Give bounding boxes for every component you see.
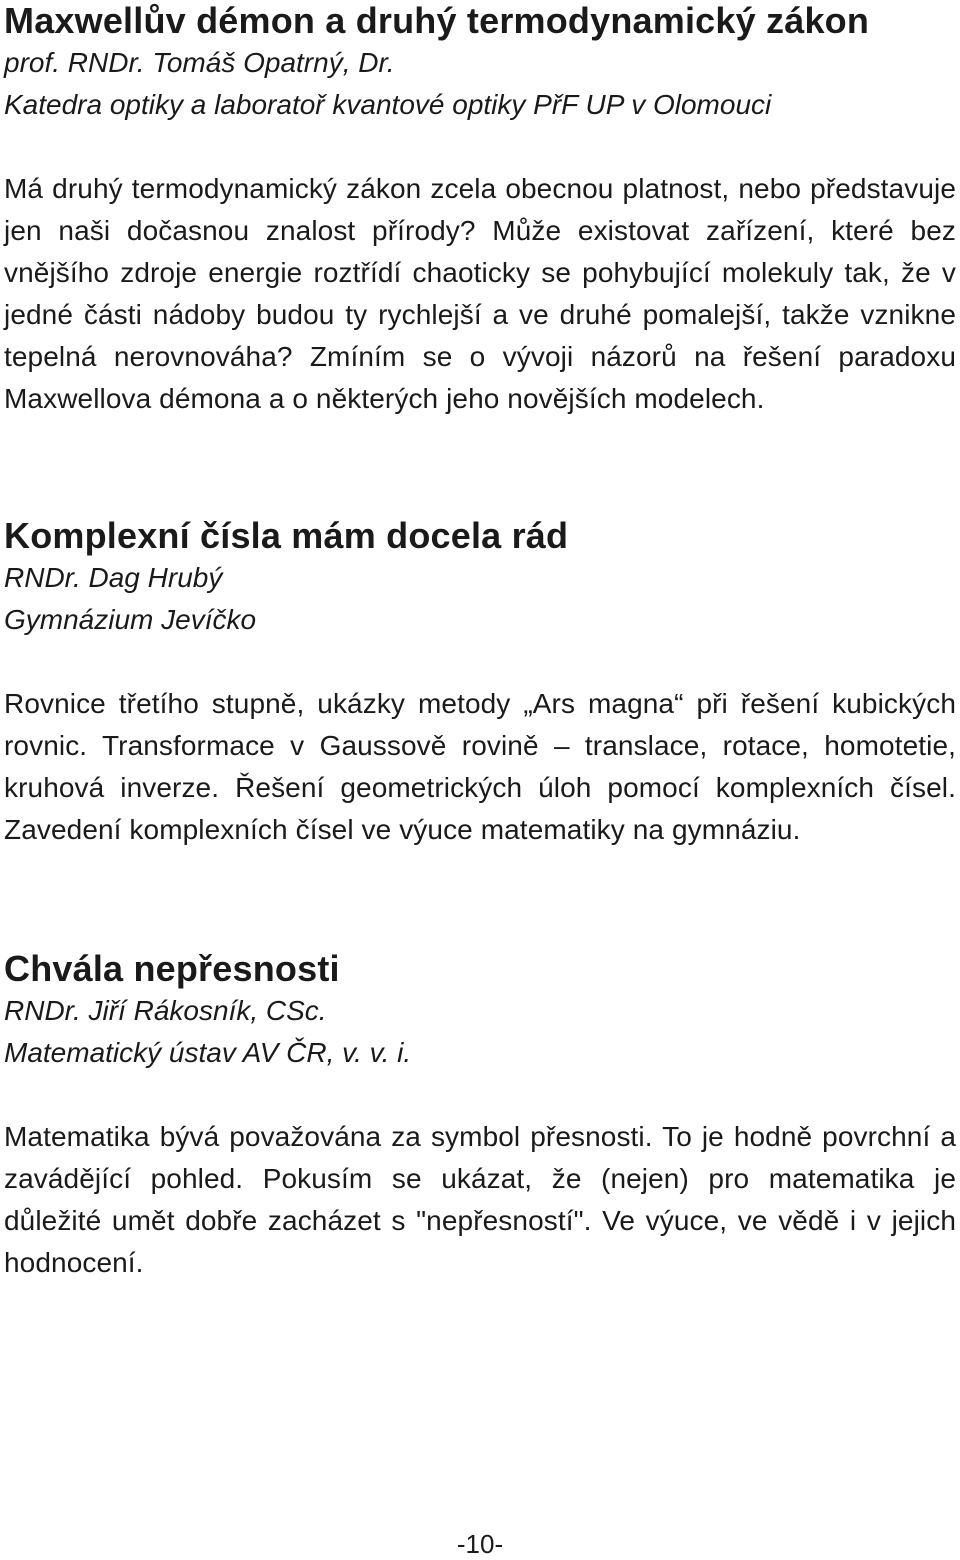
talk-author: RNDr. Jiří Rákosník, CSc. <box>4 995 327 1026</box>
talk-title: Komplexní čísla mám docela rád <box>4 515 569 556</box>
talk-abstract: Rovnice třetího stupně, ukázky metody „Ars magna“ při řešení kubických rovnic. Transformace v Gaussově rovině – translace, rotace, homotetie, kruhová inverze. Řešení geometrických úloh pomocí komplexních čísel. Zavedení komplexních čísel ve výuce matematiky na gymnáziu. <box>4 688 956 845</box>
talk-title: Maxwellův démon a druhý termodynamický zákon <box>4 0 870 41</box>
talk-affiliation: Gymnázium Jevíčko <box>4 604 257 635</box>
talk-section-imprecision <box>4 948 956 1284</box>
talk-section-maxwell <box>4 0 956 420</box>
talk-abstract: Má druhý termodynamický zákon zcela obecnou platnost, nebo představuje jen naši dočasnou znalost přírody? Může existovat zařízení, které bez vnějšího zdroje energie roztřídí chaoticky se pohybující molekuly tak, že v jedné části nádoby budou ty rychlejší a ve druhé pomalejší, takže vznikne tepelná nerovnováha? Zmíním se o vývoji názorů na řešení paradoxu Maxwellova démona a o některých jeho novějších modelech. <box>4 173 956 414</box>
talk-author: RNDr. Dag Hrubý <box>4 562 223 593</box>
page-number: -10- <box>456 1529 504 1559</box>
talk-title: Chvála nepřesnosti <box>4 948 340 989</box>
talk-author: prof. RNDr. Tomáš Opatrný, Dr. <box>4 47 395 78</box>
talk-affiliation: Matematický ústav AV ČR, v. v. i. <box>4 1037 412 1068</box>
talk-abstract: Matematika bývá považována za symbol přesnosti. To je hodně povrchní a zavádějící pohled. Pokusím se ukázat, že (nejen) pro matematika je důležité umět dobře zacházet s "nepřesností". Ve výuce, ve vědě i v jejich hodnocení. <box>4 1121 956 1278</box>
talk-affiliation: Katedra optiky a laboratoř kvantové optiky PřF UP v Olomouci <box>4 89 772 120</box>
talk-section-complex-numbers <box>4 515 956 851</box>
